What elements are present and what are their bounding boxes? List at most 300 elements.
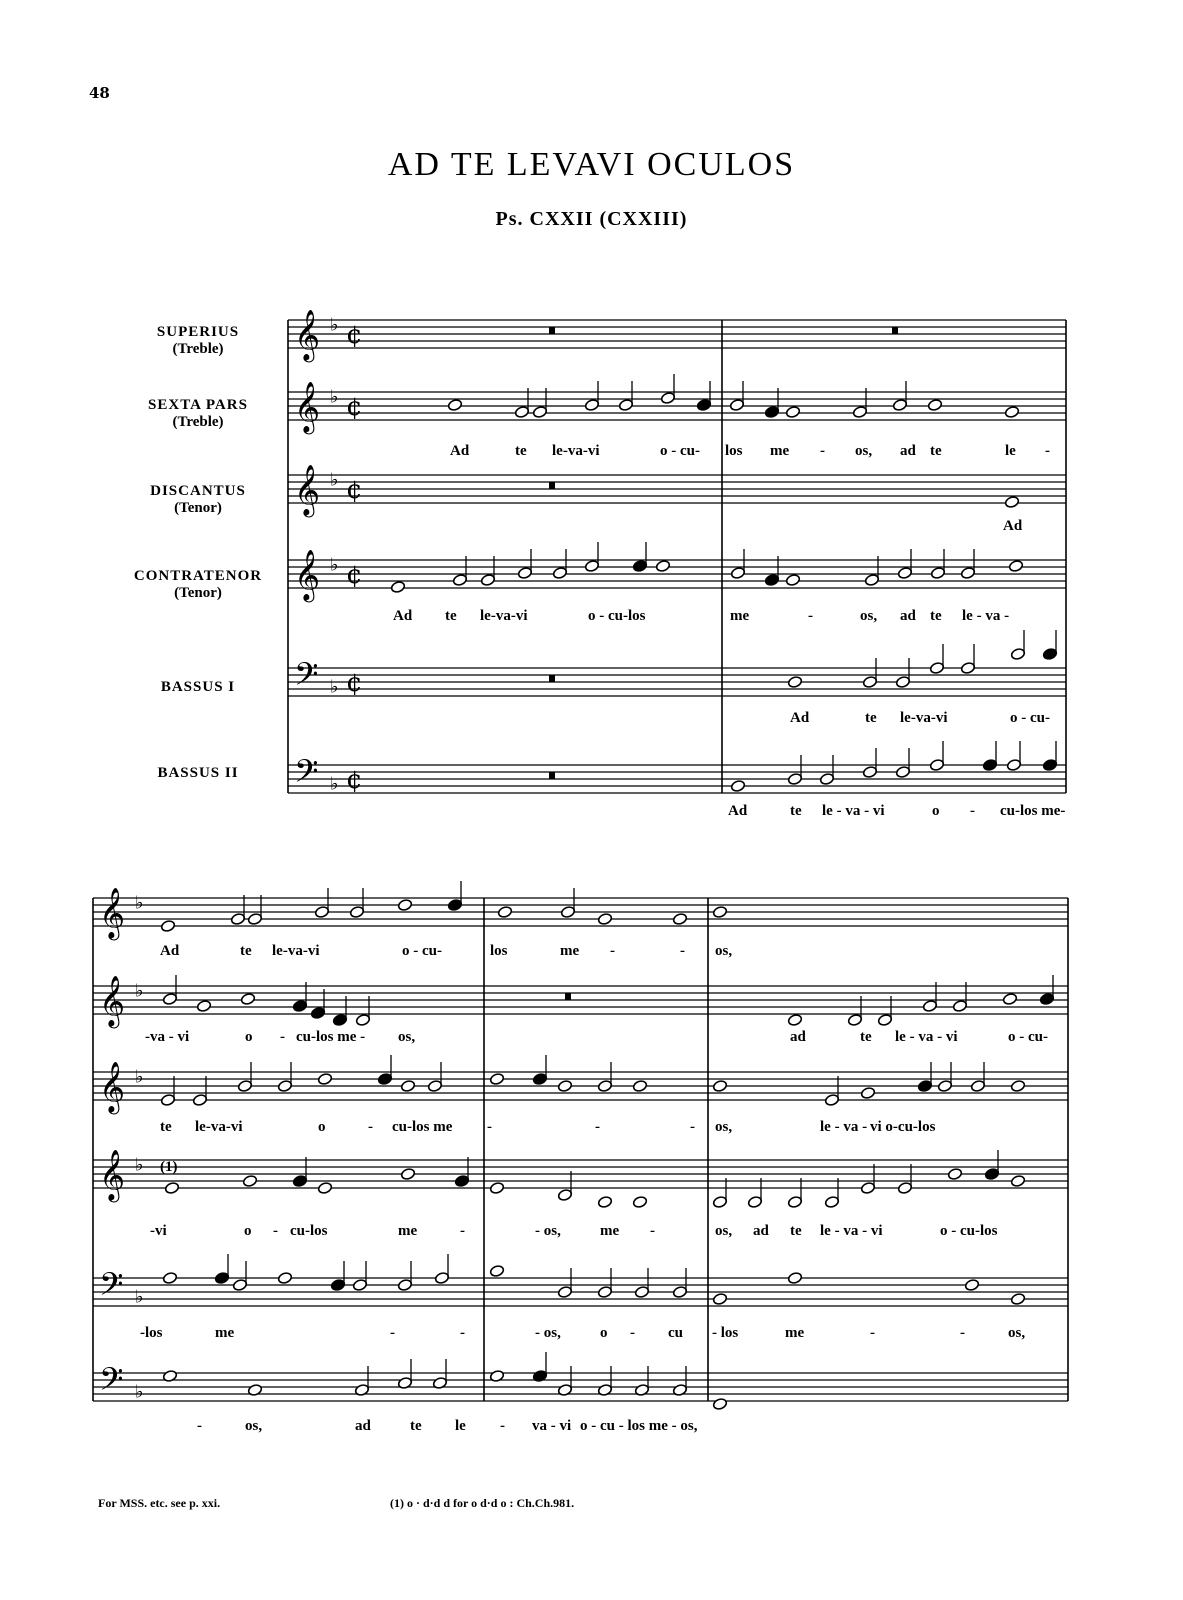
staff [93,986,1068,1014]
staff [288,765,1066,796]
note [634,1268,649,1299]
lyric-syllable: os, [715,1119,733,1135]
notehead [927,398,942,411]
lyric-syllable: me [398,1223,418,1239]
lyric-syllable: los [725,443,743,459]
note [660,374,675,405]
note [747,1178,762,1209]
note [1039,975,1054,1006]
staff [93,1373,1068,1401]
note [819,755,834,786]
lyric-syllable: le-va-vi [272,943,320,959]
note [400,1079,415,1092]
note [1042,741,1057,772]
lyric-syllable: o [318,1119,326,1135]
lyric-syllable: me [215,1325,235,1341]
notehead [1010,1174,1025,1187]
note [672,1366,687,1397]
bass-clef-icon: 𝄢 [99,1361,124,1406]
note [277,1271,292,1284]
note [730,779,745,792]
lyric-syllable: -los [140,1325,163,1341]
voice-name: SUPERIUS [156,324,240,340]
note [532,1352,547,1383]
note [1010,1174,1025,1187]
lyric-syllable: o [245,1029,253,1045]
notehead [597,912,612,925]
note [672,1268,687,1299]
bass-clef-icon: 𝄢 [99,1266,124,1311]
note [557,1366,572,1397]
lyric-syllable: te [930,608,942,624]
notehead [1008,559,1023,572]
rest [565,993,571,1000]
notehead [400,1167,415,1180]
rest [549,482,555,489]
note [1042,630,1057,661]
lyric-syllable: - [808,608,813,624]
note [712,1292,727,1305]
treble-clef-icon: 𝄞 [99,887,126,939]
note [352,1261,367,1292]
lyric-syllable: Ad [160,943,180,959]
lyric-syllable: cu-los me - [296,1029,366,1045]
lyric-syllable: - [970,803,975,819]
note [712,1178,727,1209]
lyric-syllable: - [1045,443,1050,459]
notehead [787,1271,802,1284]
note [349,888,364,919]
note [517,549,532,580]
note [354,1366,369,1397]
note [787,1178,802,1209]
note [982,741,997,772]
lyric-syllable: cu-los [290,1223,328,1239]
note [242,1174,257,1187]
flat-icon: ♭ [135,1154,144,1176]
note [292,1157,307,1188]
note [330,1261,345,1292]
notehead [1010,1292,1025,1305]
note [314,888,329,919]
lyric-syllable: os, [860,608,878,624]
notehead [672,912,687,925]
lyric-syllable: - [630,1325,635,1341]
lyric-syllable: - os, [535,1325,561,1341]
note [192,1076,207,1107]
lyric-syllable: os, [715,1223,733,1239]
lyric-syllable: va - vi [532,1418,572,1434]
notehead [497,905,512,918]
voice-name: SEXTA PARS [148,397,248,413]
note [927,398,942,411]
note [970,1062,985,1093]
note [447,881,462,912]
note [1010,630,1025,661]
note [917,1062,932,1093]
lyric-syllable: te [790,803,802,819]
lyric-syllable: le - va - vi [822,803,885,819]
note [160,1076,175,1107]
note [824,1076,839,1107]
treble-clef-icon: 𝄞 [99,975,126,1027]
treble-clef-icon: 𝄞 [99,1149,126,1201]
staff [288,320,1066,351]
cut-time-icon: ¢ [346,320,363,351]
note [489,1181,504,1194]
flat-icon: ♭ [135,980,144,1002]
note [655,559,670,572]
flat-icon: ♭ [330,676,339,698]
treble-clef-icon: 𝄞 [294,309,321,361]
lyric-syllable: - [390,1325,395,1341]
note [632,542,647,573]
note [897,1164,912,1195]
lyric-syllable: - los [712,1325,739,1341]
note [597,1268,612,1299]
lyric-syllable: te [860,1029,872,1045]
notehead [447,398,462,411]
lyric-syllable: - [460,1223,465,1239]
lyric-syllable: - os, [535,1223,561,1239]
lyric-syllable: le [1005,443,1016,459]
lyric-syllable: le-va-vi [195,1119,243,1135]
note [162,1271,177,1284]
lyric-syllable: Ad [790,710,810,726]
note [397,898,412,911]
note [729,381,744,412]
staff [288,392,1066,423]
lyric-syllable: - [610,943,615,959]
notehead [1004,405,1019,418]
note [862,748,877,779]
rest [549,327,555,334]
lyric-syllable: os, [1008,1325,1026,1341]
notehead [655,559,670,572]
lyric-syllable: - [870,1325,875,1341]
flat-icon: ♭ [135,1381,144,1403]
note [247,895,262,926]
notehead [240,992,255,1005]
treble-clef-icon: 𝄞 [294,549,321,601]
lyric-syllable: - [650,1223,655,1239]
notehead [712,1397,727,1410]
voice-name: CONTRATENOR [133,568,263,584]
note [1004,405,1019,418]
notehead [860,1086,875,1099]
lyric-syllable: o [932,803,940,819]
notehead [632,1195,647,1208]
note [712,1397,727,1410]
footnote-variant: (1) o · d·d d for o d·d o : Ch.Ch.981. [390,1496,575,1510]
note [597,1195,612,1208]
note [937,1062,952,1093]
notehead [787,675,802,688]
note [557,1079,572,1092]
lyric-syllable: te [865,710,877,726]
note [712,1079,727,1092]
voice-range: (Treble) [172,414,224,430]
lyric-syllable: le - va - [820,1119,868,1135]
note [895,658,910,689]
note [584,542,599,573]
lyric-syllable: le-va-vi [552,443,600,459]
lyric-syllable: cu-los me- [1000,803,1066,819]
notehead [712,1079,727,1092]
lyric-syllable: o - cu-los [940,1223,998,1239]
note [930,549,945,580]
note [454,1157,469,1188]
notehead [632,1079,647,1092]
staff [288,668,1066,699]
lyric-syllable: me [770,443,790,459]
treble-clef-icon: 𝄞 [99,1061,126,1113]
lyric-syllable: te [410,1418,422,1434]
note [427,1062,442,1093]
note [892,381,907,412]
staff [93,1160,1068,1188]
lyric-syllable: me [600,1223,620,1239]
lyric-syllable: - [960,1325,965,1341]
flat-icon: ♭ [330,314,339,336]
lyric-syllable: os, [715,943,733,959]
voice-range: (Tenor) [174,585,222,601]
rest [549,675,555,682]
note [597,1062,612,1093]
note [964,1278,979,1291]
note [618,381,633,412]
note [960,644,975,675]
cut-time-icon: ¢ [346,392,363,423]
note [929,741,944,772]
note [164,1181,179,1194]
lyric-syllable: os, [855,443,873,459]
lyric-syllable: le - va - vi [820,1223,883,1239]
notehead [196,999,211,1012]
lyric-syllable: ad [753,1223,769,1239]
lyric-syllable: cu [668,1325,683,1341]
note [560,888,575,919]
note [597,1366,612,1397]
lyric-syllable: -va - vi [145,1029,190,1045]
lyric-syllable: Ad [393,608,413,624]
note [390,580,405,593]
lyric-syllable: -vi [150,1223,167,1239]
notehead [160,919,175,932]
note [584,381,599,412]
note [489,1264,504,1277]
lyric-syllable: o - cu-los [588,608,646,624]
voice-name: BASSUS I [160,679,236,695]
note [377,1055,392,1086]
lyric-syllable: - [368,1119,373,1135]
notehead [730,779,745,792]
note [1008,559,1023,572]
note [497,905,512,918]
notehead [557,1079,572,1092]
notehead [597,1195,612,1208]
note [787,1271,802,1284]
note [984,1150,999,1181]
notehead [390,580,405,593]
cut-time-icon: ¢ [346,560,363,591]
lyric-syllable: - [680,943,685,959]
page-number: 48 [89,84,110,102]
lyric-syllable: me [785,1325,805,1341]
lyric-syllable: ad [790,1029,806,1045]
note [897,549,912,580]
note [397,1359,412,1390]
lyric-syllable: te [930,443,942,459]
notehead [712,905,727,918]
note [1004,495,1019,508]
note [597,912,612,925]
note [432,1359,447,1390]
flat-icon: ♭ [330,469,339,491]
lyric-syllable: - [460,1325,465,1341]
treble-clef-icon: 𝄞 [294,464,321,516]
note [557,1171,572,1202]
lyric-syllable: o [244,1223,252,1239]
lyric-syllable: te [790,1223,802,1239]
flat-icon: ♭ [135,1286,144,1308]
lyric-syllable: o - cu- [1008,1029,1048,1045]
lyric-syllable: os, [245,1418,263,1434]
lyric-syllable: te [240,943,252,959]
note [712,905,727,918]
lyric-syllable: le [455,1418,466,1434]
note [1006,741,1021,772]
lyric-syllable: o - cu- [402,943,442,959]
treble-clef-icon: 𝄞 [294,381,321,433]
note [400,1167,415,1180]
note [240,992,255,1005]
note [824,1178,839,1209]
lyric-syllable: ad [900,443,916,459]
note [196,999,211,1012]
note [230,895,245,926]
lyric-syllable: - [197,1418,202,1434]
bass-clef-icon: 𝄢 [294,656,319,701]
cut-time-icon: ¢ [346,668,363,699]
note [317,1072,332,1085]
lyric-syllable: os, [398,1029,416,1045]
cut-time-icon: ¢ [346,475,363,506]
lyric-syllable: - [690,1119,695,1135]
note [232,1261,247,1292]
notehead [489,1181,504,1194]
notehead [162,1271,177,1284]
note [557,1268,572,1299]
lyric-syllable: o - cu - los me - os, [580,1418,698,1434]
lyric-syllable: o - cu- [1010,710,1050,726]
rest [892,327,898,334]
notehead [785,405,800,418]
note [1010,1292,1025,1305]
note [1002,992,1017,1005]
note [785,405,800,418]
lyric-syllable: o [600,1325,608,1341]
notehead [317,1181,332,1194]
staff [288,560,1066,591]
variant-mark: (1) [160,1159,178,1175]
note [632,1195,647,1208]
staff [288,475,1066,506]
notehead [787,1013,802,1026]
flat-icon: ♭ [330,554,339,576]
lyric-syllable: Ad [728,803,748,819]
notehead [947,1167,962,1180]
note [696,381,711,412]
lyric-syllable: - [500,1418,505,1434]
flat-icon: ♭ [330,386,339,408]
note [434,1254,449,1285]
lyric-syllable: - [273,1223,278,1239]
note [277,1062,292,1093]
note [1010,1079,1025,1092]
notehead [489,1072,504,1085]
voice-name: DISCANTUS [150,483,246,499]
lyric-syllable: - [820,443,825,459]
note [447,398,462,411]
lyric-syllable: - [280,1029,285,1045]
lyric-syllable: le - va - [962,608,1010,624]
notehead [242,1174,257,1187]
note [929,644,944,675]
lyric-syllable: ad [355,1418,371,1434]
note [632,1079,647,1092]
lyric-syllable: - [595,1119,600,1135]
flat-icon: ♭ [330,773,339,795]
lyric-syllable: los [490,943,508,959]
notehead [489,1264,504,1277]
notehead [397,898,412,911]
note [532,1055,547,1086]
note [237,1062,252,1093]
lyric-syllable: Ad [450,443,470,459]
notehead [964,1278,979,1291]
notehead [277,1271,292,1284]
notehead [317,1072,332,1085]
notehead [785,573,800,586]
voice-range: (Treble) [172,341,224,357]
note [397,1261,412,1292]
notehead [1002,992,1017,1005]
notehead [164,1181,179,1194]
note [785,573,800,586]
lyric-syllable: te [515,443,527,459]
note [162,975,177,1006]
notehead [1010,1079,1025,1092]
lyric-syllable: le-va-vi [900,710,948,726]
note [787,1013,802,1026]
rest [549,772,555,779]
lyric-syllable: o - cu- [660,443,700,459]
bass-clef-icon: 𝄢 [294,753,319,798]
note [489,1072,504,1085]
lyric-syllable: le - va - vi [895,1029,958,1045]
note [895,748,910,779]
notehead [400,1079,415,1092]
lyric-syllable: - [487,1119,492,1135]
lyric-syllable: ad [900,608,916,624]
piece-title: AD TE LEVAVI OCULOS [387,146,796,183]
note [862,658,877,689]
voice-name: BASSUS II [157,765,239,781]
note [860,1086,875,1099]
lyric-syllable: Ad [1003,518,1023,534]
lyric-syllable: me [560,943,580,959]
